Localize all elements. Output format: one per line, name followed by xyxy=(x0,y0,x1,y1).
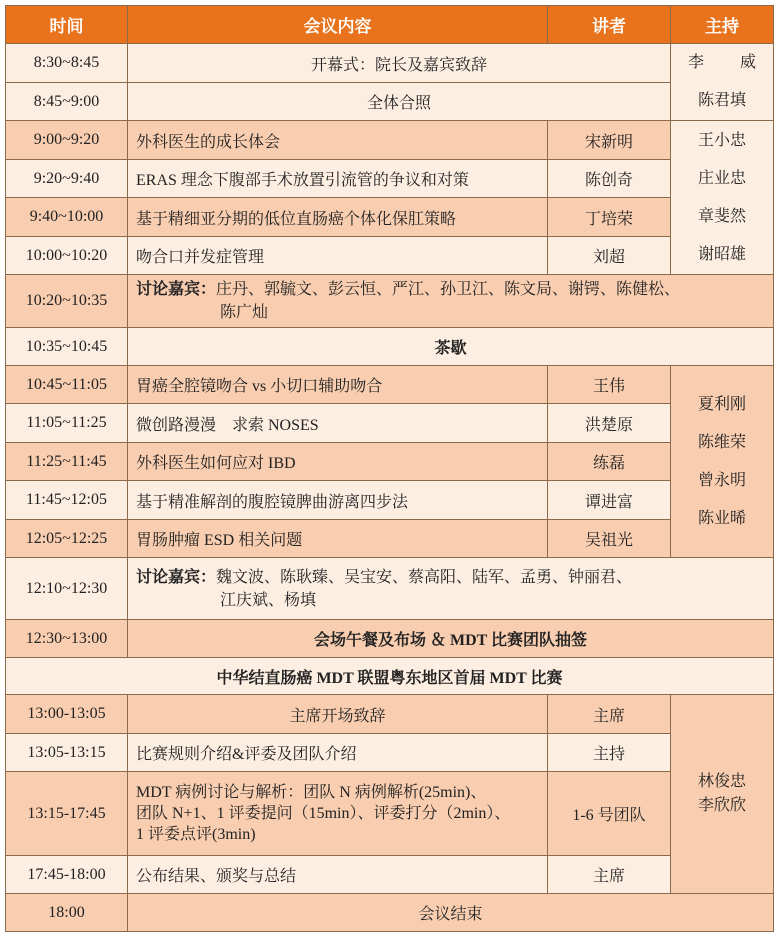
session-content: 公布结果、颁奖与总结 xyxy=(128,856,548,894)
table-row xyxy=(6,328,774,366)
header-speaker: 讲者 xyxy=(548,6,671,44)
host-name: 王小忠 xyxy=(697,131,746,149)
table-row xyxy=(6,658,774,695)
session-time: 11:45~12:05 xyxy=(6,481,128,520)
session-content: 外科医生的成长体会 xyxy=(128,121,548,160)
session-time: 8:30~8:45 xyxy=(6,44,128,83)
session-speaker: 主持 xyxy=(548,734,671,772)
header-host: 主持 xyxy=(671,6,774,44)
session-content: 主席开场致辞 xyxy=(128,695,548,734)
session-time: 9:00~9:20 xyxy=(6,121,128,160)
table-row xyxy=(6,44,774,83)
session-speaker: 吴祖光 xyxy=(548,520,671,558)
table-row xyxy=(6,772,774,856)
table-row xyxy=(6,366,774,404)
session-content: ERAS 理念下腹部手术放置引流管的争议和对策 xyxy=(128,160,548,198)
agenda-table xyxy=(5,5,774,932)
header-content: 会议内容 xyxy=(128,6,548,44)
table-row xyxy=(6,83,774,121)
header-row xyxy=(6,6,774,44)
table-row xyxy=(6,894,774,932)
discussion-names: 庄丹、郭毓文、彭云恒、严江、孙卫江、陈文局、谢锷、陈健松、 xyxy=(216,281,681,298)
host-name: 李 威 xyxy=(687,54,766,71)
table-row xyxy=(6,198,774,237)
discussion-guests xyxy=(128,275,774,328)
table-row xyxy=(6,237,774,275)
session-time: 17:45-18:00 xyxy=(6,856,128,894)
session-speaker: 主席 xyxy=(548,856,671,894)
host-name: 陈维荣 xyxy=(697,433,746,451)
session-speaker: 陈创奇 xyxy=(548,160,671,198)
session-content: 会议结束 xyxy=(128,894,774,932)
session-content: 比赛规则介绍&评委及团队介绍 xyxy=(128,734,548,772)
table-row xyxy=(6,481,774,520)
session-speaker: 1-6 号团队 xyxy=(548,772,671,856)
session-time: 13:15-17:45 xyxy=(6,772,128,856)
session-content: 茶歇 xyxy=(128,328,774,366)
table-row xyxy=(6,160,774,198)
table-row xyxy=(6,443,774,481)
session-time: 9:20~9:40 xyxy=(6,160,128,198)
mdt-line: 1 评委点评(3min) xyxy=(136,826,256,843)
session-speaker: 练磊 xyxy=(548,443,671,481)
session-speaker: 主席 xyxy=(548,695,671,734)
table-row xyxy=(6,620,774,658)
host-name: 陈业晞 xyxy=(697,509,746,527)
session-speaker: 王伟 xyxy=(548,366,671,404)
session-time: 12:10~12:30 xyxy=(6,558,128,620)
session-time: 10:00~10:20 xyxy=(6,237,128,275)
mdt-line: MDT 病例讨论与解析：团队 N 病例解析(25min)、 xyxy=(136,784,487,801)
discussion-guests xyxy=(128,558,774,620)
table-row xyxy=(6,121,774,160)
session-time: 13:05-13:15 xyxy=(6,734,128,772)
session-content: 全体合照 xyxy=(128,83,671,121)
table-row xyxy=(6,695,774,734)
session-content: 开幕式：院长及嘉宾致辞 xyxy=(128,44,671,83)
session-time: 18:00 xyxy=(6,894,128,932)
table-row xyxy=(6,734,774,772)
table-row xyxy=(6,275,774,328)
session-content: 微创路漫漫 求索 NOSES xyxy=(128,404,548,443)
host-name: 林俊忠 xyxy=(697,773,746,790)
session-speaker: 洪楚原 xyxy=(548,404,671,443)
session-time: 12:05~12:25 xyxy=(6,520,128,558)
table-row xyxy=(6,558,774,620)
table-row xyxy=(6,520,774,558)
session-content xyxy=(128,772,548,856)
session-speaker: 宋新明 xyxy=(548,121,671,160)
host-cell-1 xyxy=(671,44,774,121)
session-speaker: 丁培荣 xyxy=(548,198,671,237)
host-name: 章斐然 xyxy=(697,207,746,225)
host-name: 庄业忠 xyxy=(697,169,746,187)
session-content: 胃肠肿瘤 ESD 相关问题 xyxy=(128,520,548,558)
session-content: 基于精细亚分期的低位直肠癌个体化保肛策略 xyxy=(128,198,548,237)
session-time: 8:45~9:00 xyxy=(6,83,128,121)
session-time: 9:40~10:00 xyxy=(6,198,128,237)
session-time: 10:45~11:05 xyxy=(6,366,128,404)
host-name: 夏利刚 xyxy=(697,395,746,413)
discussion-label: 讨论嘉宾： xyxy=(136,568,217,586)
session-speaker: 刘超 xyxy=(548,237,671,275)
session-content: 外科医生如何应对 IBD xyxy=(128,443,548,481)
table-row xyxy=(6,404,774,443)
session-speaker: 谭进富 xyxy=(548,481,671,520)
session-content: 基于精准解剖的腹腔镜脾曲游离四步法 xyxy=(128,481,548,520)
discussion-names: 江庆斌、杨填 xyxy=(220,591,317,609)
section-title: 中华结直肠癌 MDT 联盟粤东地区首届 MDT 比赛 xyxy=(6,658,774,695)
host-cell-3 xyxy=(671,366,774,558)
session-time: 11:05~11:25 xyxy=(6,404,128,443)
session-time: 10:20~10:35 xyxy=(6,275,128,328)
host-name: 曾永明 xyxy=(697,471,746,489)
host-name: 陈君填 xyxy=(697,92,746,109)
discussion-names: 陈广灿 xyxy=(220,304,269,321)
mdt-line: 团队 N+1、1 评委提问（15min）、评委打分（2min）、 xyxy=(136,805,511,822)
table-row xyxy=(6,856,774,894)
host-name: 李欣欣 xyxy=(697,797,746,814)
host-cell-4 xyxy=(671,695,774,894)
session-content: 会场午餐及布场 ＆ MDT 比赛团队抽签 xyxy=(128,620,774,658)
discussion-label: 讨论嘉宾： xyxy=(136,281,217,298)
host-cell-2 xyxy=(671,121,774,275)
session-time: 10:35~10:45 xyxy=(6,328,128,366)
session-time: 12:30~13:00 xyxy=(6,620,128,658)
session-content: 胃癌全腔镜吻合 vs 小切口辅助吻合 xyxy=(128,366,548,404)
session-time: 13:00-13:05 xyxy=(6,695,128,734)
host-name: 谢昭雄 xyxy=(697,245,746,263)
discussion-names: 魏文波、陈耿臻、吴宝安、蔡高阳、陆军、孟勇、钟丽君、 xyxy=(216,568,633,586)
session-time: 11:25~11:45 xyxy=(6,443,128,481)
session-content: 吻合口并发症管理 xyxy=(128,237,548,275)
header-time: 时间 xyxy=(6,6,128,44)
